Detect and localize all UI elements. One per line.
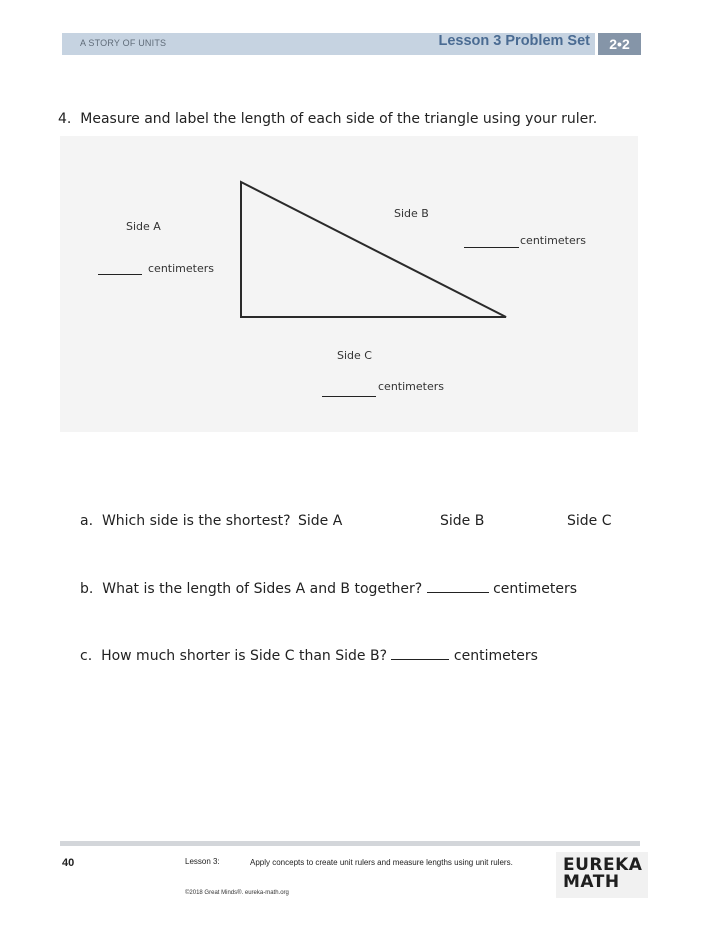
choice-side-c[interactable]: Side C xyxy=(567,513,612,529)
triangle-figure xyxy=(60,136,638,432)
question-c-answer-blank[interactable] xyxy=(391,647,449,660)
choice-side-a[interactable]: Side A xyxy=(298,513,343,529)
footer-description: Apply concepts to create unit rulers and measure lengths using unit rulers. xyxy=(250,858,513,867)
side-a-answer-blank[interactable] xyxy=(98,274,142,275)
question-a-letter: a. xyxy=(80,513,94,529)
question-b-unit: centimeters xyxy=(493,581,578,597)
question-b-letter: b. xyxy=(80,581,94,597)
question-c-text: How much shorter is Side C than Side B? xyxy=(101,648,387,664)
side-b-unit: centimeters xyxy=(520,234,586,247)
question-b xyxy=(80,580,577,597)
page-number: 40 xyxy=(62,857,75,869)
logo-line2: MATH xyxy=(563,872,620,892)
side-a-unit: centimeters xyxy=(148,262,214,275)
side-c-answer-blank[interactable] xyxy=(322,396,376,397)
logo-line1: EUREKA xyxy=(563,855,643,875)
question-b-text: What is the length of Sides A and B together? xyxy=(102,581,423,597)
triangle xyxy=(241,182,506,317)
footer-rule xyxy=(60,841,640,846)
side-a-label: Side A xyxy=(126,220,161,233)
side-b-label: Side B xyxy=(394,207,429,220)
question-c-unit: centimeters xyxy=(453,648,538,664)
question-c-letter: c. xyxy=(80,648,93,664)
question-c xyxy=(80,647,538,664)
module-badge: 2•2 xyxy=(598,33,641,55)
problem-prompt: Measure and label the length of each side of the triangle using your ruler. xyxy=(80,111,598,127)
problem-number: 4. xyxy=(58,111,72,127)
series-title: A STORY OF UNITS xyxy=(80,38,167,48)
footer-lesson: Lesson 3: xyxy=(185,857,220,866)
side-b-answer-blank[interactable] xyxy=(464,247,519,248)
side-c-unit: centimeters xyxy=(378,380,444,393)
lesson-title: Lesson 3 Problem Set xyxy=(438,33,590,49)
question-a xyxy=(80,513,291,529)
side-c-label: Side C xyxy=(337,349,372,362)
footer-copyright: ©2018 Great Minds®. eureka-math.org xyxy=(185,890,289,896)
question-b-answer-blank[interactable] xyxy=(427,580,489,593)
question-a-text: Which side is the shortest? xyxy=(101,513,291,529)
choice-side-b[interactable]: Side B xyxy=(440,513,485,529)
problem-statement xyxy=(58,111,597,127)
